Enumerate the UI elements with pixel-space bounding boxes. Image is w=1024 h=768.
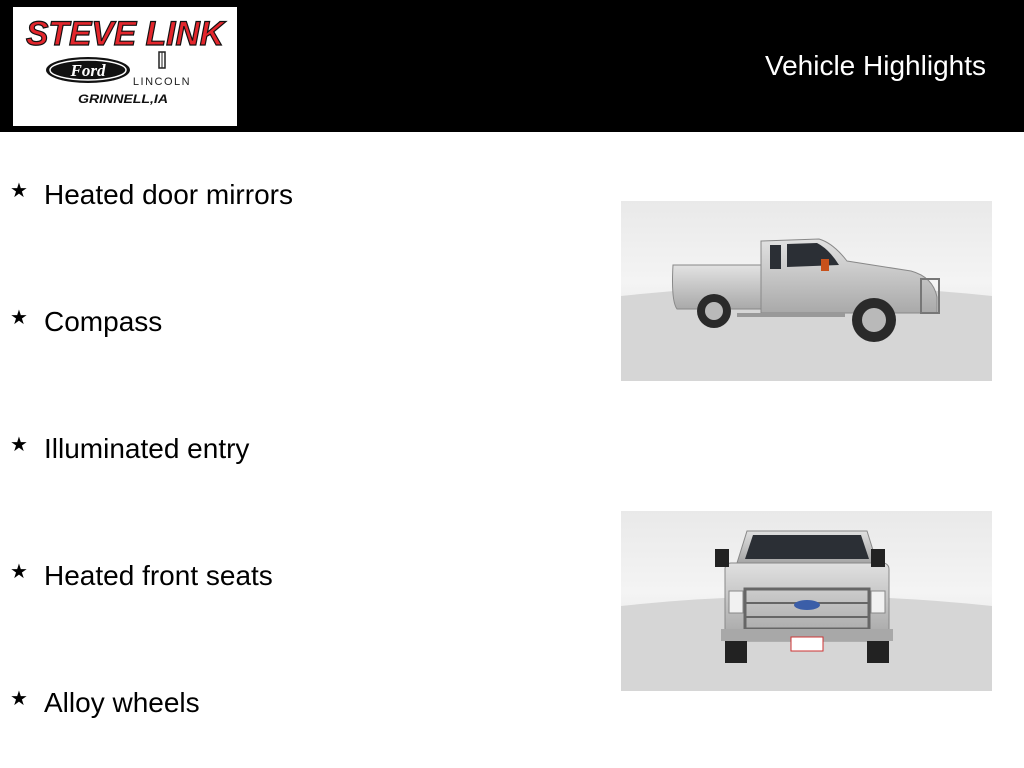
feature-label: Heated front seats xyxy=(44,560,273,591)
star-icon: ★ xyxy=(10,307,28,329)
dealer-logo xyxy=(13,7,237,126)
page-title: Vehicle Highlights xyxy=(764,50,986,81)
feature-item xyxy=(0,683,200,723)
feature-item xyxy=(0,175,293,215)
feature-label: Heated door mirrors xyxy=(44,179,293,210)
feature-label: Illuminated entry xyxy=(44,433,250,464)
feature-item xyxy=(0,429,249,469)
vehicle-photo-front xyxy=(621,511,992,691)
dealer-logo-graphic xyxy=(13,7,237,126)
star-icon: ★ xyxy=(10,561,28,583)
star-icon: ★ xyxy=(10,434,28,456)
truck-front-view-image xyxy=(621,511,992,691)
page-header xyxy=(0,0,1024,132)
feature-item xyxy=(0,556,273,596)
svg-text:GRINNELL,IA: GRINNELL,IA xyxy=(78,92,168,106)
feature-item xyxy=(0,302,162,342)
feature-label: Compass xyxy=(44,306,163,337)
feature-label: Alloy wheels xyxy=(44,687,200,718)
svg-text:Ford: Ford xyxy=(70,61,106,80)
svg-text:STEVE LINK: STEVE LINK xyxy=(26,15,227,53)
svg-text:LINCOLN: LINCOLN xyxy=(132,76,192,88)
star-icon: ★ xyxy=(10,688,28,710)
vehicle-photo-side xyxy=(621,201,992,381)
truck-side-view-image xyxy=(621,201,992,381)
star-icon: ★ xyxy=(10,180,28,202)
